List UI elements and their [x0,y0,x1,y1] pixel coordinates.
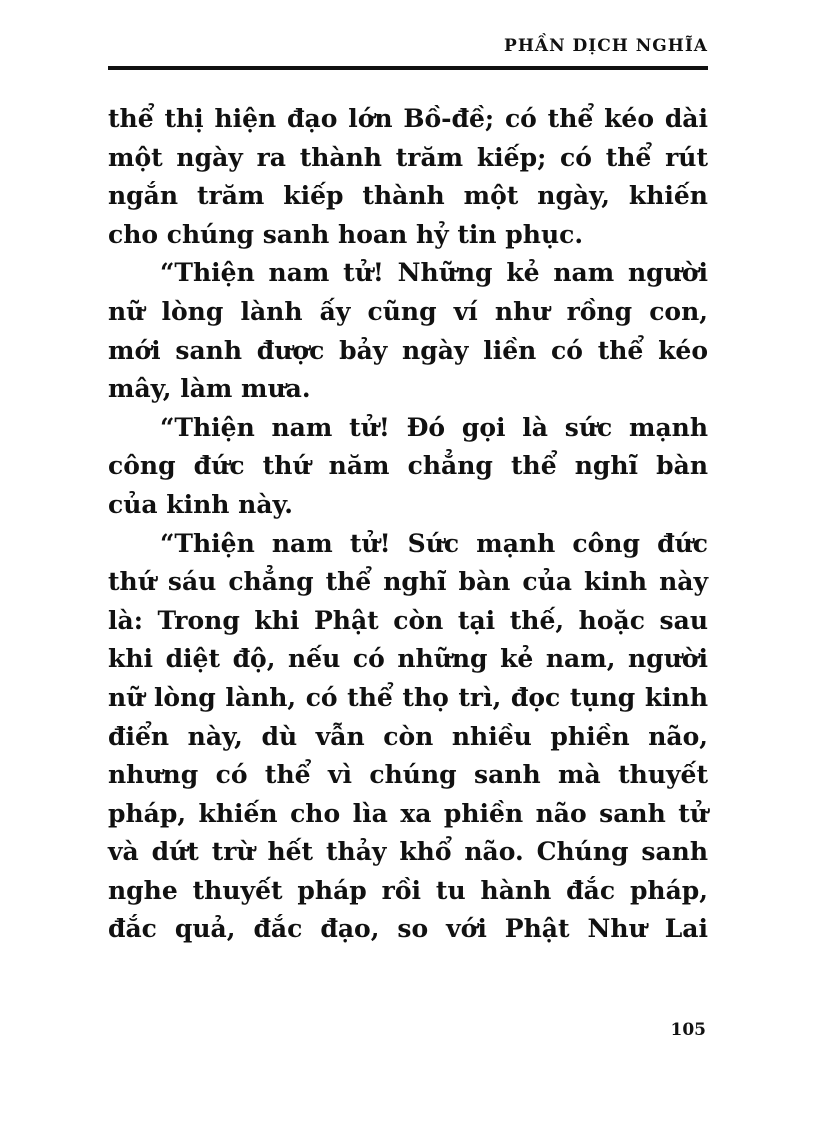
text-line: điển này, dù vẫn còn nhiều phiền não, [108,721,708,751]
text-line: mây, làm mưa. [108,374,311,404]
text-line: nhưng có thể vì chúng sanh mà thuyết [108,760,708,790]
text-line: mới sanh được bảy ngày liền có thể kéo [108,335,708,365]
text-line: nữ lòng lành, có thể thọ trì, đọc tụng kinh [108,682,708,712]
body-text [108,100,708,949]
header-rule [108,66,708,70]
text-line: nữ lòng lành ấy cũng ví như rồng con, [108,296,708,326]
text-line: khi diệt độ, nếu có những kẻ nam, người [108,644,708,674]
running-header: PHẦN DỊCH NGHĨA [504,36,708,56]
text-line: thứ sáu chẳng thể nghĩ bàn của kinh này [108,567,708,597]
text-line: cho chúng sanh hoan hỷ tin phục. [108,219,584,249]
text-line: của kinh này. [108,489,293,519]
text-line: ngắn trăm kiếp thành một ngày, khiến [108,181,708,211]
text-line: “Thiện nam tử! Sức mạnh công đức [160,528,708,558]
text-line: pháp, khiến cho lìa xa phiền não sanh tử [108,798,708,828]
text-line: là: Trong khi Phật còn tại thế, hoặc sau [108,605,708,635]
text-line: công đức thứ năm chẳng thể nghĩ bàn [108,451,708,481]
text-line: “Thiện nam tử! Đó gọi là sức mạnh [160,412,708,442]
text-line: “Thiện nam tử! Những kẻ nam người [160,258,708,288]
text-line: đắc quả, đắc đạo, so với Phật Như Lai [108,914,708,944]
page-number: 105 [670,1020,706,1040]
text-line: một ngày ra thành trăm kiếp; có thể rút [108,142,708,172]
text-line: và dứt trừ hết thảy khổ não. Chúng sanh [108,837,708,867]
text-line: nghe thuyết pháp rồi tu hành đắc pháp, [108,875,708,905]
text-line: thể thị hiện đạo lớn Bồ-đề; có thể kéo dài [108,104,708,133]
